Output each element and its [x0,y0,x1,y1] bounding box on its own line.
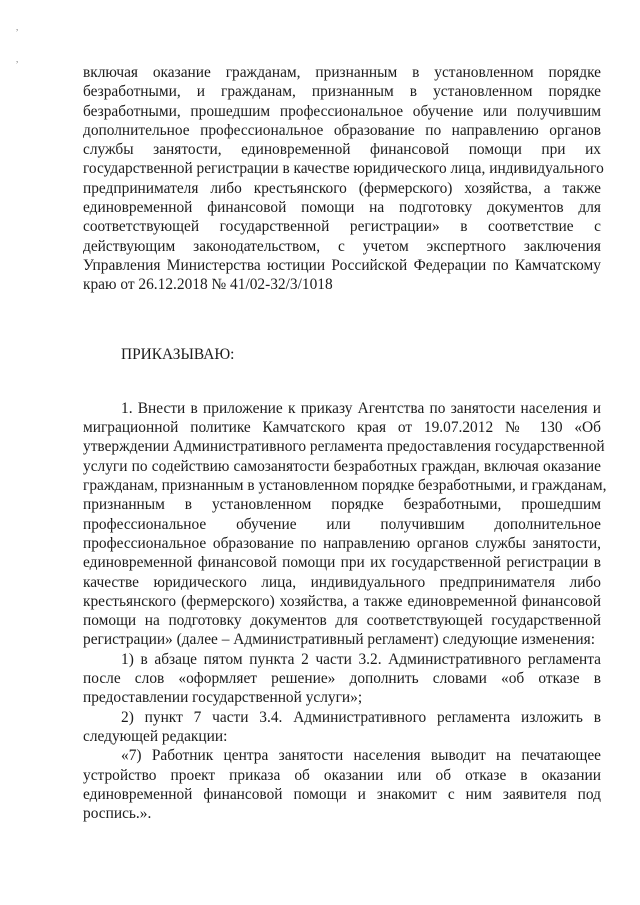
text-line: предпринимателя либо крестьянского (фермерского) хозяйства, а также [83,179,601,197]
text-line: соответствующей государственной регистрации» в соответствие с [83,218,601,236]
text-line: роспись.». [83,805,152,823]
text-line: единовременной финансовой помощи при их государственной регистрации в [83,554,601,572]
text-line: профессиональное образование по направлению органов службы занятости, [83,534,601,552]
text-line: устройство проект приказа об оказании или об отказе в оказании [83,766,601,784]
text-line: предоставлении государственной услуги»; [83,689,363,707]
text-line: услуги по содействию самозанятости безработных граждан, включая оказание [83,457,601,475]
text-line: государственной регистрации в качестве юридического лица, индивидуального [83,160,604,178]
text-line: краю от 26.12.2018 № 41/02-32/3/1018 [83,276,333,294]
text-line: безработными, прошедшим профессиональное обучение или получившим [83,102,601,120]
order-paragraph [83,650,601,708]
text-line: после слов «оформляет решение» дополнить словами «об отказе в [83,670,601,688]
order-paragraph [83,708,601,747]
order-section [83,399,607,824]
text-line: включая оказание гражданам, признанным в установленном порядке [83,64,601,81]
text-line: утверждении Административного регламента предоставления государственной [83,438,605,456]
margin-mark: , [16,22,19,32]
text-line: действующим законодательством, с учетом экспертного заключения [83,237,601,255]
order-heading: ПРИКАЗЫВАЮ: [121,345,235,363]
document-body [83,63,607,823]
text-line: «7) Работник центра занятости населения выводит на печатающее [121,747,601,765]
text-line: службы занятости, единовременной финансовой помощи при их [83,141,601,159]
text-line: профессиональное обучение или получившим дополнительное [83,515,601,533]
margin-mark: , [16,54,19,64]
text-line: 1. Внести в приложение к приказу Агентства по занятости населения и [121,399,601,417]
text-line: безработными, и гражданам, признанным в установленном порядке [83,83,601,101]
order-paragraph [83,746,601,823]
text-line: миграционной политике Камчатского края от 19.07.2012 № 130 «Об [83,419,601,437]
intro-paragraph [83,63,604,295]
text-line: качестве юридического лица, индивидуального предпринимателя либо [83,573,601,591]
text-line: единовременной финансовой помощи и знакомит с ним заявителя под [83,785,601,803]
text-line: Управления Министерства юстиции Российской Федерации по Камчатскому [83,256,601,274]
text-line: следующей редакции: [83,727,228,745]
text-line: единовременной финансовой помощи на подготовку документов для [83,199,601,217]
text-line: помощи на подготовку документов для соответствующей государственной [83,612,601,630]
text-line: 2) пункт 7 части 3.4. Административного регламента изложить в [121,708,601,726]
margin-marks [16,20,18,67]
order-paragraph [83,399,607,650]
text-line: признанным в установленном порядке безработными, прошедшим [83,496,601,514]
text-line: регистрации» (далее – Административный регламент) следующие изменения: [83,631,595,649]
text-line: дополнительное профессиональное образование по направлению органов [83,121,601,139]
text-line: 1) в абзаце пятом пункта 2 части 3.2. Административного регламента [121,650,601,668]
text-line: крестьянского (фермерского) хозяйства, а также единовременной финансовой [83,592,601,610]
text-line: гражданам, признанным в установленном порядке безработными, и гражданам, [83,477,607,495]
